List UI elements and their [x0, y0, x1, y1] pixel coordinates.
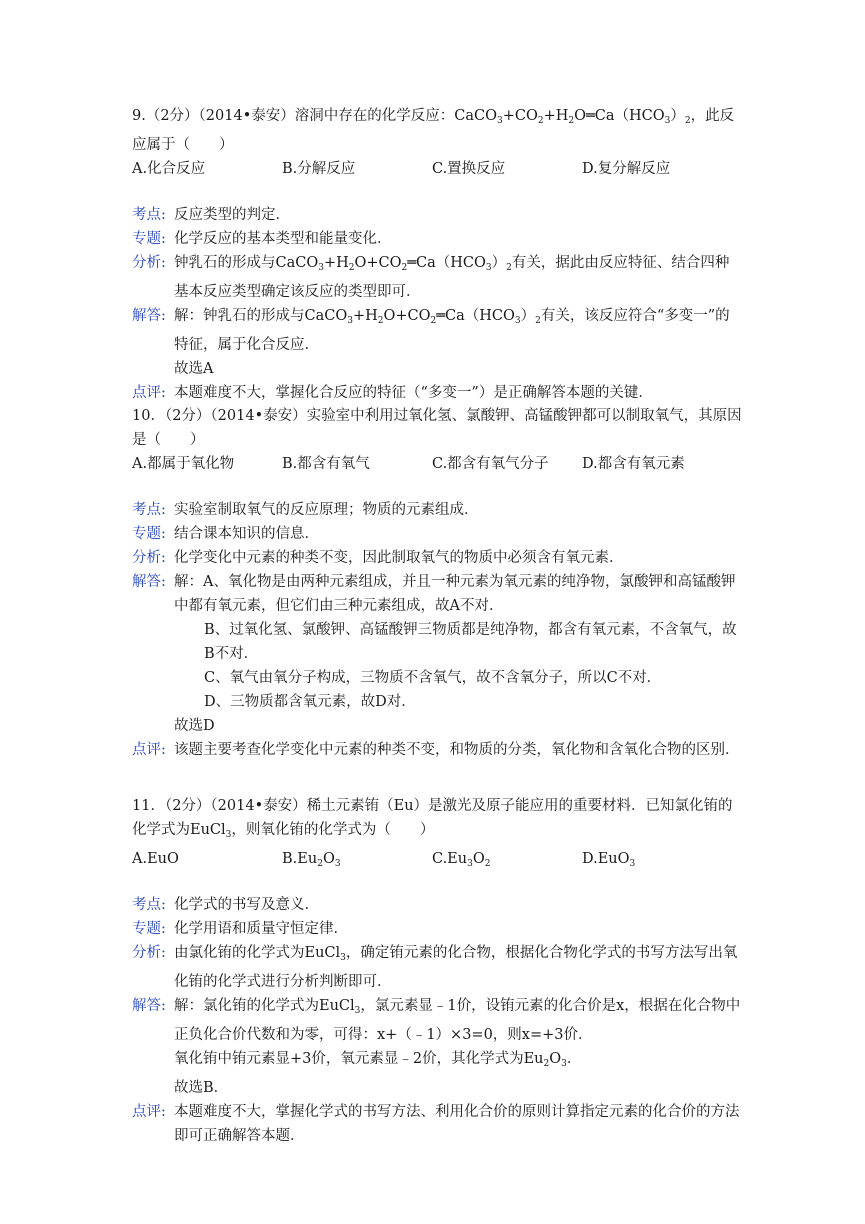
- zhuanti-text: 化学反应的基本类型和能量变化．: [174, 231, 392, 247]
- fenxi-label: 分析:: [132, 945, 166, 961]
- kaodian-section: [132, 893, 742, 917]
- zhuanti-section: [132, 227, 742, 251]
- option-a: A.EuO: [132, 851, 179, 867]
- dianping-label: 点评:: [132, 742, 166, 758]
- fenxi-label: 分析:: [132, 550, 166, 566]
- kaodian-text: 实验室制取氧气的反应原理；物质的元素组成．: [174, 502, 479, 518]
- fenxi-text: 由氯化铕的化学式为EuCl$_3$，确定铕元素的化合物，根据化合物化学式的书写方法写出氧化铕的化学式进行分析判断即可．: [174, 945, 738, 990]
- dianping-section: [132, 738, 742, 762]
- zhuanti-section: [132, 522, 742, 546]
- dianping-label: 点评:: [132, 385, 166, 401]
- answer-choice: 故选D: [174, 718, 215, 734]
- fenxi-text: 钟乳石的形成与$CaCO_3+H_2O+CO_2═Ca(HCO_3)_2$有关，据此由反应特征、结合四种基本反应类型确定该反应的类型即可．: [174, 255, 730, 300]
- option-d: D.EuO$_3$: [582, 851, 636, 869]
- fenxi-section: [132, 546, 742, 570]
- fenxi-text: 化学变化中元素的种类不变，因此制取氧气的物质中必须含有氧元素．: [174, 550, 624, 566]
- option-c: $C.Eu_3O_2$: [432, 851, 491, 869]
- question-9-stem: 9.（2分）（2014•泰安）溶洞中存在的化学反应：$CaCO_3+CO_2+H_2O═Ca(HCO_3)_2$，此反应属于（ ）: [132, 108, 735, 153]
- kaodian-section: [132, 203, 742, 227]
- kaodian-text: 化学式的书写及意义．: [174, 897, 319, 913]
- zhuanti-text: 化学用语和质量守恒定律．: [174, 921, 348, 937]
- question-9: [132, 104, 742, 405]
- dianping-label: 点评:: [132, 1104, 166, 1120]
- option-d: D.复分解反应: [582, 161, 671, 177]
- question-10-options: [132, 452, 742, 476]
- dianping-text: 该题主要考查化学变化中元素的种类不变，和物质的分类，氧化物和含氧化合物的区别．: [174, 742, 740, 758]
- jieda-section: [132, 304, 742, 381]
- question-11: [132, 794, 742, 1148]
- option-a: A.化合反应: [132, 161, 206, 177]
- answer-choice: 故选B．: [174, 1080, 229, 1096]
- jieda-text: 解：氯化铕的化学式为EuCl$_3$，氯元素显﹣1价，设铕元素的化合价是x，根据在化合物中正负化合价代数和为零，可得：x+（﹣1）×3=0，则x=+3价． 氧化铕中铕元素显+3价，氧元素显﹣2价，其化学式为$Eu_2O_3$． 故选B．: [174, 994, 742, 1100]
- question-10-stem: 10．（2分）（2014•泰安）实验室中利用过氧化氢、氯酸钾、高锰酸钾都可以制取氧气，其原因是（ ）: [132, 408, 742, 448]
- answer-choice: 故选A: [174, 361, 214, 377]
- jieda-text: 解：A、氧化物是由两种元素组成，并且一种元素为氧元素的纯净物，氯酸钾和高锰酸钾中都有氧元素，但它们由三种元素组成，故A不对． B、过氧化氢、氯酸钾、高锰酸钾三物质都是纯净物，都含有氧元素，不含氧气，故B不对． C、氧气由氧分子构成，三物质不含氧气，故不含氧分子，所以C不对． D、三物质都含氧元素，故D对． 故选D: [174, 570, 742, 738]
- zhuanti-label: 专题:: [132, 231, 166, 247]
- jieda-label: 解答:: [132, 998, 166, 1014]
- option-b: B.都含有氧气: [282, 456, 370, 472]
- option-c: C.置换反应: [432, 161, 506, 177]
- fenxi-section: [132, 941, 742, 994]
- zhuanti-label: 专题:: [132, 526, 166, 542]
- zhuanti-label: 专题:: [132, 921, 166, 937]
- fenxi-section: [132, 251, 742, 304]
- kaodian-label: 考点:: [132, 897, 166, 913]
- option-c: C.都含有氧气分子: [432, 456, 549, 472]
- jieda-section: [132, 570, 742, 738]
- option-d: D.都含有氧元素: [582, 456, 685, 472]
- kaodian-text: 反应类型的判定．: [174, 207, 290, 223]
- option-a: A.都属于氧化物: [132, 456, 235, 472]
- kaodian-section: [132, 498, 742, 522]
- zhuanti-section: [132, 917, 742, 941]
- kaodian-label: 考点:: [132, 502, 166, 518]
- question-11-options: [132, 847, 742, 871]
- jieda-text: 解：钟乳石的形成与$CaCO_3+H_2O+CO_2═Ca(HCO_3)_2$有关，该反应符合“多变一”的特征，属于化合反应． 故选A: [174, 308, 730, 377]
- jieda-label: 解答:: [132, 574, 166, 590]
- option-b: $B.Eu_2O_3$: [282, 851, 341, 869]
- zhuanti-text: 结合课本知识的信息．: [174, 526, 319, 542]
- dianping-text: 本题难度不大，掌握化合反应的特征（“多变一”）是正确解答本题的关键．: [174, 385, 653, 401]
- option-b: B.分解反应: [282, 161, 356, 177]
- kaodian-label: 考点:: [132, 207, 166, 223]
- question-9-options: [132, 157, 742, 181]
- question-11-stem: 11．（2分）（2014•泰安）稀土元素铕（Eu）是激光及原子能应用的重要材料．已知氯化铕的化学式为EuCl$_3$，则氧化铕的化学式为（ ）: [132, 798, 733, 840]
- dianping-section: [132, 381, 742, 405]
- fenxi-label: 分析:: [132, 255, 166, 271]
- question-10: [132, 404, 742, 762]
- jieda-label: 解答:: [132, 308, 166, 324]
- dianping-text: 本题难度不大，掌握化学式的书写方法、利用化合价的原则计算指定元素的化合价的方法即可正确解答本题．: [174, 1104, 740, 1144]
- dianping-section: [132, 1100, 742, 1148]
- jieda-section: [132, 994, 742, 1100]
